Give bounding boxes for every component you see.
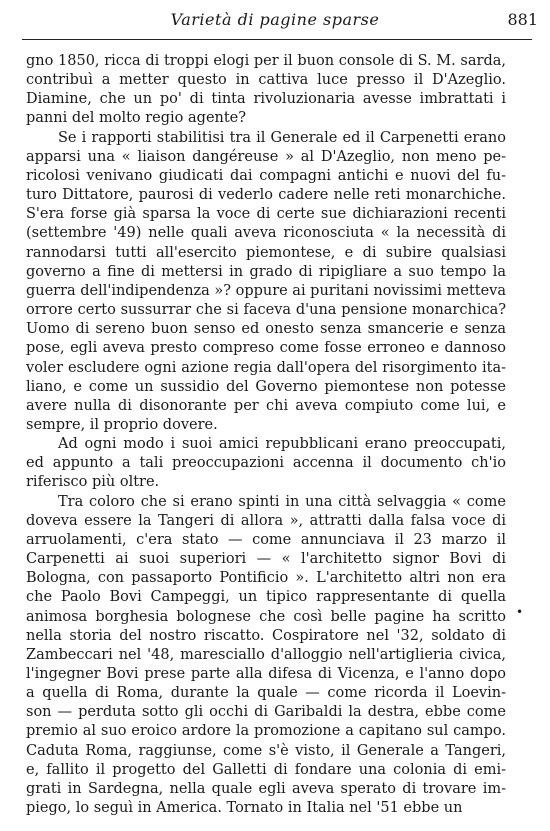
text-line: Tra coloro che si erano spinti in una città selvaggia « come <box>58 493 506 510</box>
text-line: Caduta Roma, raggiunse, come s'è visto, il Generale a Tangeri, <box>26 742 506 759</box>
text-line: piego, lo seguì in America. Tornato in Italia nel '51 ebbe un <box>26 800 463 817</box>
text-line: guerra dell'indipendenza »? oppure ai puritani novissimi metteva <box>26 282 506 299</box>
text-line: animosa borghesia bolognese che così belle pagine ha scritto <box>26 608 506 625</box>
text-line: S'era forse già sparsa la voce di certe sue dichiarazioni recenti <box>26 206 506 223</box>
text-line: apparsi una « liaison dangéreuse » al D'Azeglio, non meno pe- <box>26 148 506 165</box>
text-line: Se i rapporti stabilitisi tra il Generale ed il Carpenetti erano <box>58 129 506 146</box>
text-line: Bologna, con passaporto Pontificio ». L'architetto altri non era <box>26 570 506 587</box>
text-line: governo a fine di mettersi in grado di ripigliare a suo tempo la <box>26 263 506 280</box>
text-line: pose, egli aveva presto compreso come fosse erroneo e dannoso <box>26 340 506 357</box>
text-line: doveva essere la Tangeri di allora », attratti dalla falsa voce di <box>26 512 506 529</box>
text-line: Diamine, che un po' di tinta rivoluzionaria avesse imbrattati i <box>26 91 506 108</box>
text-line: sempre, il proprio dovere. <box>26 416 218 433</box>
text-line: ed appunto a tali preoccupazioni accenna il documento ch'io <box>26 455 506 472</box>
text-line: son — perduta sotto gli occhi di Garibaldi la destra, ebbe come <box>26 704 506 721</box>
text-line: grati in Sardegna, nella quale egli aveva sperato di trovare im- <box>26 780 506 797</box>
text-line: Ad ogni modo i suoi amici repubblicani erano preoccupati, <box>58 436 506 453</box>
text-line: (settembre '49) nelle quali aveva riconosciuta « la necessità di <box>26 225 506 242</box>
text-line: panni del molto regio agente? <box>26 110 247 127</box>
text-line: Uomo di sereno buon senso ed onesto senza smancerie e senza <box>26 321 506 338</box>
text-line: premio al suo eroico ardore la promozione a capitano sul campo. <box>26 723 506 740</box>
text-line: contribuì a metter questo in cattiva luce presso il D'Azeglio. <box>26 72 506 89</box>
running-title: Varietà di pagine sparse <box>170 10 380 29</box>
text-line: e, fallito il progetto del Galletti di fondare una colonia di emi- <box>26 761 506 778</box>
text-line: riferisco più oltre. <box>26 474 160 491</box>
text-line: voler escludere ogni azione regia dall'opera del risorgimento ita- <box>26 359 506 376</box>
paragraph <box>26 129 506 436</box>
paragraph <box>26 435 506 492</box>
text-line: rannodarsi tutti all'esercito piemontese, e di subire qualsiasi <box>26 244 506 261</box>
page-header <box>0 10 550 36</box>
page-number: 881 <box>507 10 538 29</box>
header-rule <box>22 39 532 40</box>
text-line: turo Dittatore, paurosi di vederlo cadere nelle reti monarchiche. <box>26 187 506 204</box>
body-text <box>26 52 506 818</box>
text-line: arruolamenti, c'era stato — come annunciava il 23 marzo il <box>26 531 506 548</box>
margin-dot: • <box>516 605 524 619</box>
paragraph <box>26 52 506 129</box>
text-line: ricolosi venivano giudicati dai compagni antichi e nuovi del fu- <box>26 167 506 184</box>
text-line: orrore certo sussurrar che si faceva d'una pensione monarchica? <box>26 302 506 319</box>
text-line: a quella di Roma, durante la quale — come ricorda il Loevin- <box>26 685 506 702</box>
text-line: liano, e come un sussidio del Governo piemontese non potesse <box>26 378 506 395</box>
text-line: avere nulla di disonorante per chi aveva compiuto come lui, e <box>26 397 506 414</box>
text-line: nella storia del nostro riscatto. Cospiratore nel '32, soldato di <box>26 627 506 644</box>
text-line: che Paolo Bovi Campeggi, un tipico rappresentante di quella <box>26 589 506 606</box>
text-line: gno 1850, ricca di troppi elogi per il buon console di S. M. sarda, <box>26 53 506 69</box>
text-line: Carpenetti ai suoi superiori — « l'architetto signor Bovi di <box>26 551 506 568</box>
text-line: l'ingegner Bovi prese parte alla difesa di Vicenza, e l'anno dopo <box>26 666 506 682</box>
paragraph <box>26 493 506 819</box>
text-line: Zambeccari nel '48, maresciallo d'alloggio nell'artiglieria civica, <box>26 646 506 663</box>
